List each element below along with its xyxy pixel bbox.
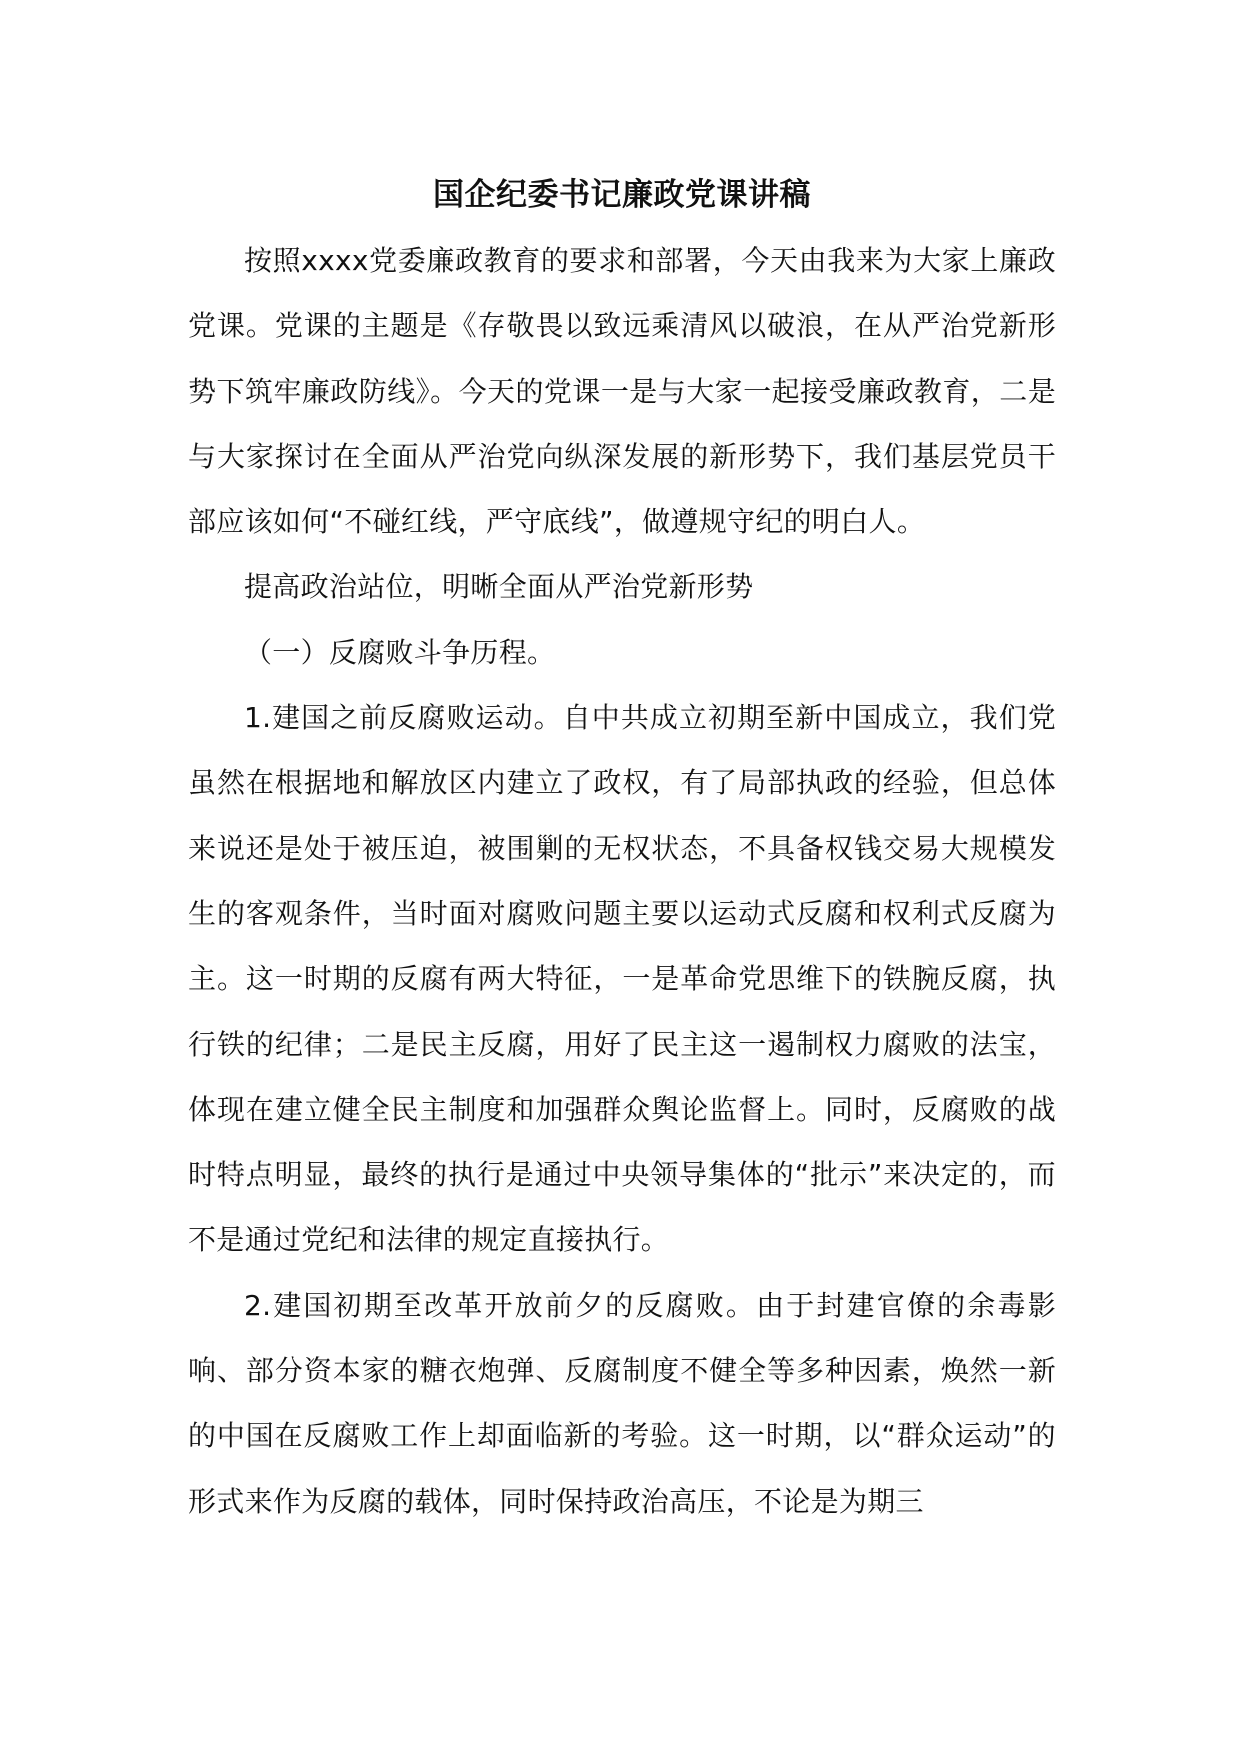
- paragraph-early-prc: 2.建国初期至改革开放前夕的反腐败。由于封建官僚的余毒影响、部分资本家的糖衣炮弹、反腐制度不健全等多种因素，焕然一新的中国在反腐败工作上却面临新的考验。这一时期，以“群众运动”的形式来作为反腐的载体，同时保持政治高压，不论是为期三: [188, 1288, 1056, 1518]
- paragraph-pre-founding: 1.建国之前反腐败运动。自中共成立初期至新中国成立，我们党虽然在根据地和解放区内建立了政权，有了局部执政的经验，但总体来说还是处于被压迫，被围剿的无权状态，不具备权钱交易大规模发生的客观条件，当时面对腐败问题主要以运动式反腐和权利式反腐为主。这一时期的反腐有两大特征，一是革命党思维下的铁腕反腐，执行铁的纪律；二是民主反腐，用好了民主这一遏制权力腐败的法宝，体现在建立健全民主制度和加强群众舆论监督上。同时，反腐败的战时特点明显，最终的执行是通过中央领导集体的“批示”来决定的，而不是通过党纪和法律的规定直接执行。: [188, 701, 1056, 1257]
- subsection-heading: （一）反腐败斗争历程。: [244, 635, 556, 669]
- document-title: 国企纪委书记廉政党课讲稿: [433, 177, 811, 213]
- section-heading: 提高政治站位，明晰全面从严治党新形势: [244, 570, 754, 604]
- paragraph-intro: 按照xxxx党委廉政教育的要求和部署，今天由我来为大家上廉政党课。党课的主题是《存敬畏以致远乘清风以破浪，在从严治党新形势下筑牢廉政防线》。今天的党课一是与大家一起接受廉政教育，二是与大家探讨在全面从严治党向纵深发展的新形势下，我们基层党员干部应该如何“不碰红线，严守底线”，做遵规守纪的明白人。: [188, 244, 1056, 539]
- document-page: [188, 168, 1056, 1534]
